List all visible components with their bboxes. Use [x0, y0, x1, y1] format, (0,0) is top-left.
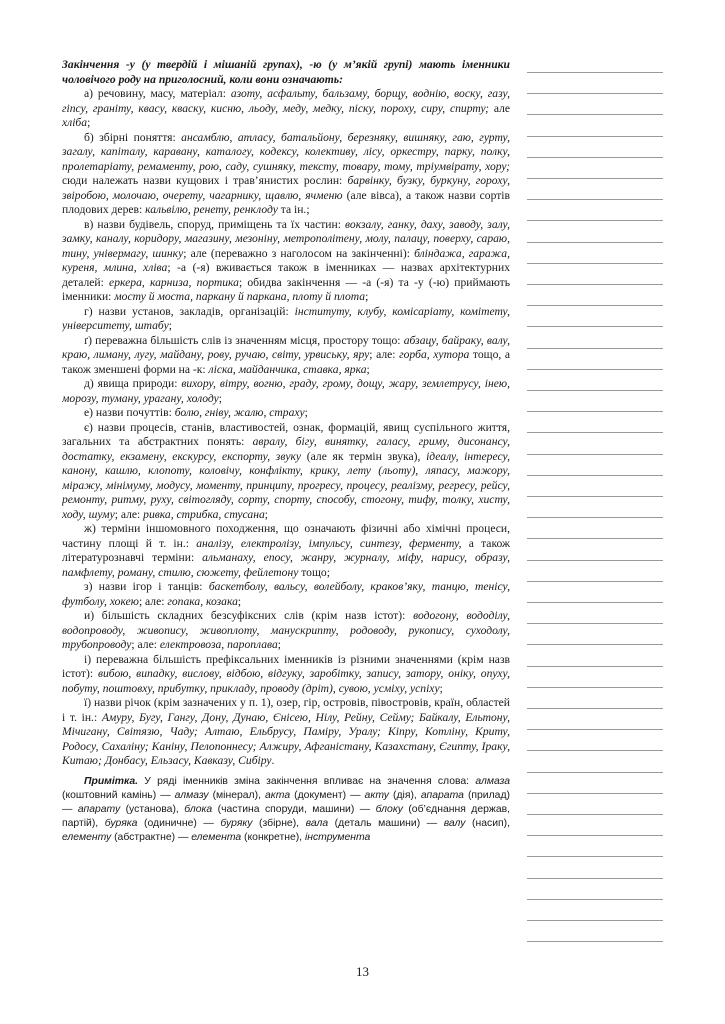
ruled-line: [527, 899, 663, 900]
rule-list: [62, 87, 510, 769]
example-words: азоту, асфальту, бальзаму, борщу, воднію, воску, газу, гіпсу, граніту, квасу, кваску, кисню, льоду, меду, медку, піску, пороху, сиру, спирту;: [62, 87, 510, 115]
ruled-line: [527, 475, 663, 476]
ruled-line: [527, 496, 663, 497]
rule-text: ;: [277, 638, 282, 651]
rule-item: [62, 305, 510, 334]
ruled-line: [527, 729, 663, 730]
example-words: інституту, клубу, комісаріату, комітету, університету, штабу: [62, 304, 510, 332]
note-example: апарата: [420, 789, 464, 801]
rule-item: [62, 406, 510, 421]
ruled-line: [527, 750, 663, 751]
rule-text: ;: [218, 391, 223, 405]
ruled-line: [527, 93, 663, 94]
note-text: (збірне),: [252, 817, 306, 829]
example-words: альманаху, епосу, жанру, журналу, міфу, нарису, образу, памфлету, роману, стилю, сюжету, фейлетону: [62, 551, 510, 579]
rule-text: ;: [304, 406, 308, 419]
rule-text: тощо, а також зменшені форми на -к:: [62, 348, 510, 376]
rule-item: [62, 653, 510, 697]
example-words: барвінку, бузку, буркуну, гороху, звіробою, молочаю, очерету, чагарнику, щавлю, ячменю: [62, 174, 510, 202]
ruled-line: [527, 623, 663, 624]
example-words: водогону, вододілу, водопроводу, живопису, живоплоту, манускрипту, родоводу, рукопису, суходолу, трубопроводу: [62, 609, 510, 651]
note-text: (мінерал),: [208, 789, 265, 801]
ruled-line: [527, 326, 663, 327]
rule-text: ;: [365, 290, 369, 303]
example-words: Амуру, Бугу, Гангу, Дону, Дунаю, Єнісею, Нілу, Рейну, Сейму; Байкалу, Ельтону, Мічигану, Світязю, Чаду; Алтаю, Ельбрусу, Паміру, Уралу; Кіпру, Котліну, Криту, Родосу, Сахаліну; Каніну, Пелопоннесу; Алжиру, Афганістану, Казахстану, Єгипту, Іраку, Китаю; Донбасу, Ельзасу, Кавказу, Сибіру: [62, 710, 510, 767]
rule-text: ; але:: [369, 348, 400, 361]
page-number: 13: [356, 964, 369, 979]
ruled-line: [527, 941, 663, 942]
note-text: (документ) —: [290, 789, 365, 801]
ruled-line: [527, 263, 663, 264]
notes-ruled-lines: [527, 60, 663, 956]
ruled-line: [527, 560, 663, 561]
note-example: елементу: [62, 831, 112, 843]
rule-text: ; -а (-я) вживається також в іменниках — назвах архітектурних деталей:: [62, 261, 510, 289]
rule-text: ; обидва закінчення — -а (-я) та -у (-ю) приймають іменники:: [62, 275, 510, 303]
rule-text: а) речовину, масу, матеріал:: [84, 87, 231, 100]
rule-text: але: [489, 101, 510, 115]
ruled-line: [527, 390, 663, 391]
ruled-line: [527, 114, 663, 115]
note-example: буряку: [220, 817, 253, 829]
rule-text: з) назви ігор і танців:: [84, 580, 209, 593]
example-words: ривка, стрибка, стусана: [143, 507, 265, 521]
rule-text: ;: [237, 594, 242, 608]
rule-item: [62, 218, 510, 305]
note-example: елемента: [191, 831, 242, 843]
example-words: ідеалу, інтересу, канону, кашлю, клопоту, коловічу, конфлікту, крику, лету (льоту), ляпасу, мажору, міражу, мінімуму, модусу, моменту, принципу, прогресу, процесу, реалізму, регресу, рейсу, ремонту, ритму, руху, світогляду, сорту, спорту, способу, стогону, тифу, толку, хисту, ходу, шуму: [62, 449, 510, 521]
rule-item: [62, 334, 510, 378]
note-example: блоку: [375, 803, 403, 815]
note-text: (коштовний камінь) —: [62, 789, 175, 801]
rule-text: е) назви почуттів:: [84, 406, 175, 419]
section-heading: Закінчення -у (у твердій і мішаній групах), -ю (у м’якій групі) мають іменники чоловічого роду на приголосний, коли вони означають:: [62, 58, 510, 86]
note-example: акта: [265, 789, 291, 801]
ruled-line: [527, 284, 663, 285]
rule-text: (але як термін звука),: [301, 449, 427, 463]
note-text: (одиничне) —: [137, 817, 221, 829]
note-text: (частина споруди, машини) —: [212, 803, 376, 815]
example-words: вибою, випадку, вислову, відбою, відгуку, заробітку, запису, затору, оніку, опуху, побуту, поштовху, прибутку, прикладу, проводу (дріт), сувою, усміху, успіху: [62, 667, 510, 695]
note-text: У ряді іменників зміна закінчення впливає на значення слова:: [138, 775, 476, 787]
rule-text: в) назви будівель, споруд, приміщень та їх частин:: [84, 217, 346, 231]
rule-item: [62, 580, 510, 609]
ruled-line: [527, 708, 663, 709]
example-words: бліндажа, гаража, куреня, млина, хліва: [62, 246, 510, 274]
note-text: (деталь машини) —: [328, 817, 444, 829]
note-text: (прилад) —: [62, 789, 510, 815]
example-words: баскетболу, вальсу, волейболу, краков’яку, танцю, тенісу, футболу, хокею: [62, 580, 510, 608]
ruled-line: [527, 199, 663, 200]
ruled-line: [527, 517, 663, 518]
ruled-line: [527, 369, 663, 370]
note-example: апарату: [77, 803, 121, 815]
ruled-line: [527, 666, 663, 667]
example-words: авралу, бігу, винятку, галасу, гриму, дисонансу, достатку, екзамену, екскурсу, експорту, звуку: [62, 435, 510, 463]
note-example: алмазу: [174, 789, 209, 801]
ruled-line: [527, 432, 663, 433]
rule-text: сюди належать назви кущових і трав’янистих рослин:: [62, 174, 348, 187]
rule-text: ; але:: [114, 507, 144, 521]
rule-text: ґ) переважна більшість слів із значенням місця, простору тощо:: [84, 333, 404, 347]
example-words: гопака, козака: [167, 594, 238, 608]
rule-text: ж) терміни іншомовного походження, що означають фізичні або хімічні процеси, частину площі й т. ін.:: [62, 522, 510, 550]
ruled-line: [527, 687, 663, 688]
ruled-line: [527, 220, 663, 221]
rule-text: г) назви установ, закладів, організацій:: [84, 304, 295, 318]
rule-text: б) збірні поняття:: [84, 130, 182, 144]
ruled-line: [527, 814, 663, 815]
rule-item: [62, 522, 510, 580]
note-text: (об’єднання держав, партій),: [62, 803, 510, 829]
note-text: (насип),: [465, 817, 510, 829]
ruled-line: [527, 136, 663, 137]
example-words: горба, хутора: [399, 348, 470, 361]
ruled-line: [527, 920, 663, 921]
note-example: вала: [305, 817, 329, 829]
ruled-line: [527, 157, 663, 158]
rule-text: і) переважна більшість префіксальних іменників із різними значеннями (крім назв істот):: [62, 652, 510, 680]
rule-text: ; але:: [131, 638, 160, 651]
example-words: вихору, вітру, вогню, граду, грому, дощу, жару, землетрусу, інею, морозу, туману, урагану, холоду: [62, 377, 510, 405]
note-text: (конкретне),: [241, 831, 305, 843]
note-example: блока: [184, 803, 213, 815]
note-example: валу: [443, 817, 466, 829]
example-words: мосту й моста, паркану й паркана, плоту й плота: [114, 290, 366, 303]
note-example: інструмента: [304, 831, 371, 843]
ruled-line: [527, 878, 663, 879]
ruled-line: [527, 644, 663, 645]
ruled-line: [527, 178, 663, 179]
example-words: еркера, карниза, портика: [109, 275, 239, 289]
rule-text: д) явища природи:: [84, 377, 182, 390]
ruled-line: [527, 856, 663, 857]
rule-text: .: [271, 754, 275, 767]
rule-text: ;: [264, 507, 268, 521]
example-words: хліба: [62, 116, 88, 129]
note-label: Примітка.: [84, 775, 139, 787]
rule-text: ї) назви річок (крім зазначених у п. 1), озер, гір, островів, півостровів, країн, областей і т. ін.:: [62, 696, 510, 724]
example-words: електровоза, пароплава: [159, 638, 278, 651]
ruled-line: [527, 305, 663, 306]
rule-text: а також літературознавчі терміни:: [62, 536, 510, 564]
ruled-line: [527, 581, 663, 582]
note-text: (абстрактне) —: [111, 831, 192, 843]
ruled-line: [527, 538, 663, 539]
example-words: аналізу, електролізу, імпульсу, синтезу, ферменту,: [196, 536, 462, 550]
example-words: кальвілю, ренету, ренклоду: [145, 203, 278, 216]
rule-item: [62, 131, 510, 218]
example-words: ансамблю, атласу, батальйону, березняку, вишняку, гаю, гурту, загалу, капіталу, каравану, каталогу, кодексу, колективу, лісу, оркестру, парку, полку, пролетаріату, ремаменту, рою, саду, сушняку, тексту, товару, тому, тріумвірату, хору;: [62, 130, 510, 173]
rule-text: и) більшість складних безсуфіксних слів (крім назв істот):: [84, 609, 414, 622]
rule-text: ; але (переважно з наголосом на закінченні):: [183, 246, 415, 260]
rule-item: [62, 421, 510, 523]
rule-text: ;: [168, 319, 172, 332]
example-words: абзацу, байраку, валу, краю, лиману, лугу, майдану, рову, ручаю, світу, урвиську, яру: [62, 333, 510, 361]
note-example: буряка: [104, 817, 138, 829]
rule-item: [62, 609, 510, 653]
rule-text: тощо;: [298, 565, 330, 579]
ruled-line: [527, 772, 663, 773]
rule-text: є) назви процесів, станів, властивостей, ознак, формацій, явищ суспільного життя, загальних та абстрактних понять:: [62, 420, 510, 448]
rule-item: [62, 696, 510, 769]
note-text: (установа),: [120, 803, 185, 815]
rule-text: ;: [366, 362, 370, 376]
ruled-line: [527, 242, 663, 243]
rule-item: [62, 377, 510, 406]
note-paragraph: [62, 775, 510, 845]
text-column: [62, 58, 510, 953]
note-example: акту: [364, 789, 389, 801]
ruled-line: [527, 793, 663, 794]
rule-item: [62, 87, 510, 131]
ruled-line: [527, 602, 663, 603]
rule-text: ;: [87, 116, 91, 129]
rule-text: ; але:: [138, 594, 168, 608]
rule-text: ;: [439, 681, 443, 695]
note-text: (дія),: [388, 789, 421, 801]
note-example: алмаза: [475, 775, 510, 787]
rule-text: (але вівса), а також назви сортів плодових дерев:: [62, 188, 510, 216]
example-words: ліска, майданчика, ставка, ярка: [208, 362, 367, 376]
ruled-line: [527, 411, 663, 412]
example-words: болю, гніву, жалю, страху: [174, 406, 305, 419]
ruled-line: [527, 348, 663, 349]
ruled-line: [527, 835, 663, 836]
ruled-line: [527, 454, 663, 455]
example-words: вокзалу, ганку, даху, заводу, залу, замку, каналу, коридору, магазину, мезоніну, метрополітену, молу, палацу, поверху, сараю, тину, універмагу, шинку: [62, 217, 510, 260]
rule-text: та ін.;: [277, 203, 310, 216]
ruled-line: [527, 72, 663, 73]
